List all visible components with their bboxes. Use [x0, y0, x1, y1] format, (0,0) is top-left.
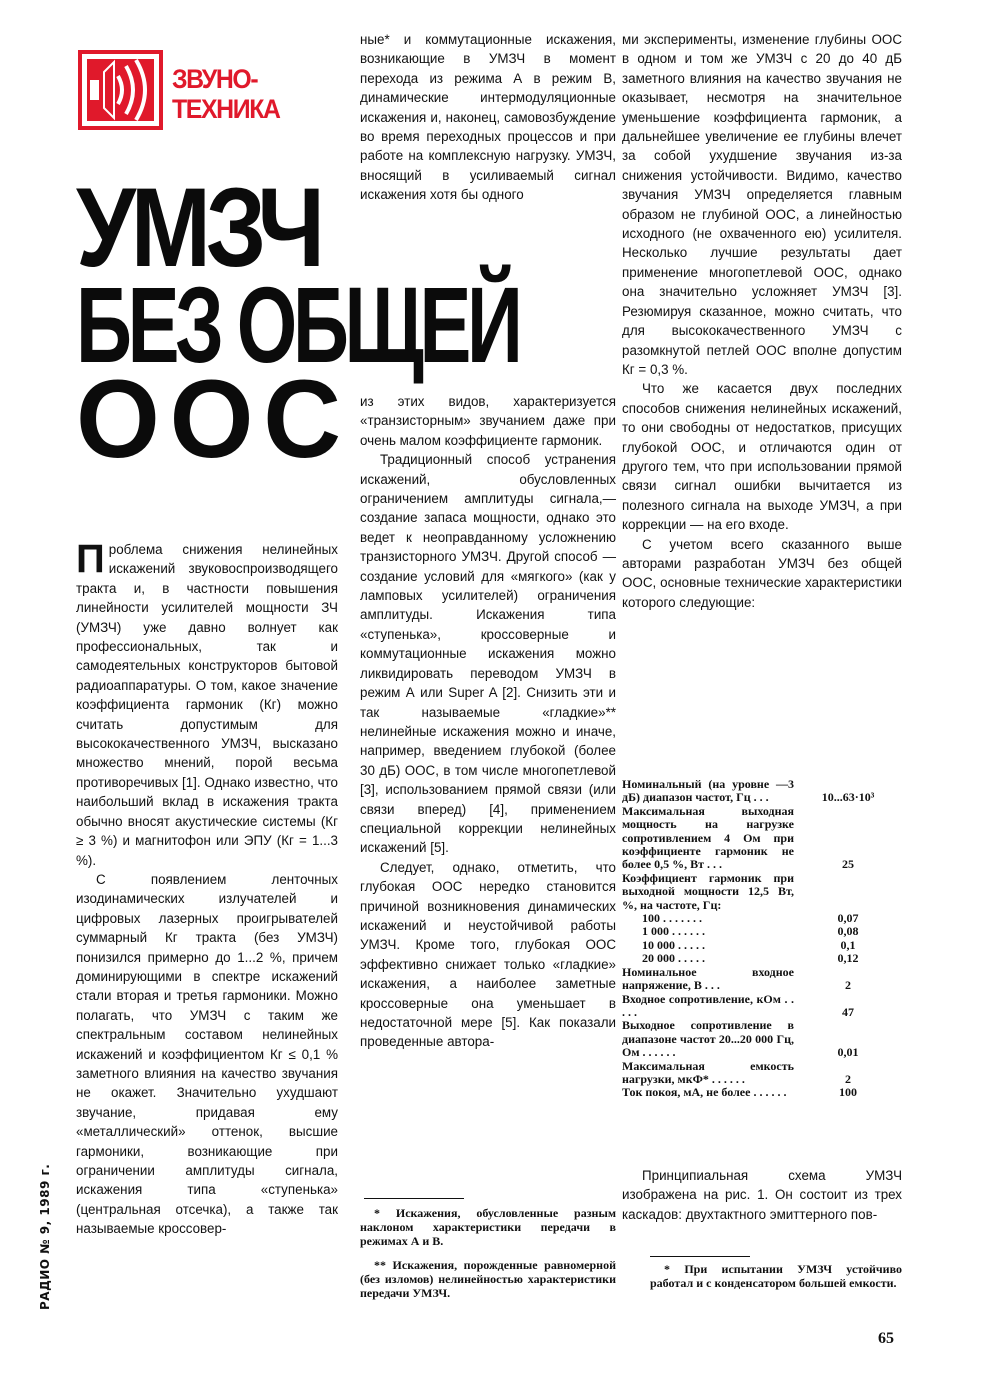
- paragraph: ные* и коммутационные искажения, возникающие в УМЗЧ в момент перехода из режима А в режим В, динамические интермодуляционные искажения и, наконец, самовозбуждение во время переходных процессов и при работе на комплексную нагрузку. УМЗЧ, вносящий в усиливаемый сигнал искажения хотя бы одного: [360, 32, 616, 203]
- footnote-divider: [650, 1256, 750, 1257]
- page-number: 65: [878, 1330, 894, 1347]
- column-3: [622, 30, 902, 612]
- issue-caption: РАДИО № 9, 1989 г.: [38, 1163, 52, 1310]
- section-label-line1: ЗВУНО-: [172, 64, 258, 94]
- spec-row: [622, 912, 902, 925]
- spec-row: [622, 925, 902, 938]
- spec-row: [622, 952, 902, 965]
- spec-label: Коэффициент гармоник при выходной мощности 12,5 Вт, %, на частоте, Гц:: [622, 870, 794, 912]
- section-label-line2: ТЕХНИКА: [172, 94, 280, 124]
- spec-value: 0,1: [840, 937, 856, 952]
- spec-label: 100 . . . . . . .: [642, 911, 702, 926]
- column-2: [360, 392, 616, 1052]
- spec-row: [622, 778, 902, 805]
- spec-label: Номинальное входное напряжение, В . . .: [622, 964, 794, 993]
- spec-value: 2: [845, 978, 851, 993]
- speaker-icon: [78, 50, 163, 130]
- spec-label: Ток покоя, мА, не более . . . . . .: [622, 1085, 787, 1100]
- spec-row: [622, 1086, 902, 1099]
- spec-value: 0,01: [837, 1045, 859, 1060]
- spec-row: [622, 993, 902, 1020]
- spec-label: 1 000 . . . . . .: [642, 924, 705, 939]
- spec-row: [622, 939, 902, 952]
- paragraph: Следует, однако, отметить, что глубокая ООС нередко становится причиной возникновения динамических искажений и неустойчивой работы УМЗЧ. Кроме того, глубокая ООС эффективно снижает только «гладкие» искажения, а наиболее заметные кроссоверные она уменьшает в недостаточной мере [5]. Как показали проведенные автора-: [360, 859, 616, 1050]
- spec-label: Выходное сопротивление в диапазоне частот 20...20 000 Гц, Ом . . . . . .: [622, 1018, 794, 1060]
- section-label: [172, 64, 280, 124]
- spec-value: 47: [842, 1004, 854, 1019]
- spec-value: 2: [845, 1071, 851, 1086]
- footnote-3: * При испытании УМЗЧ устойчиво работал и с конденсатором большей емкости.: [650, 1262, 902, 1290]
- spec-row: [622, 805, 902, 872]
- paragraph: Принципиальная схема УМЗЧ изображена на рис. 1. Он состоит из трех каскадов: двухтактного эмиттерного пов-: [622, 1168, 902, 1222]
- spec-label: 20 000 . . . . .: [642, 951, 705, 966]
- title-line1: УМЗЧ: [76, 165, 320, 290]
- column-2-top: [360, 30, 616, 205]
- spec-row: [622, 872, 902, 912]
- column-1: [76, 537, 338, 1239]
- spec-value: 0,08: [837, 924, 859, 939]
- spec-label: Максимальная емкость нагрузки, мкФ* . . . . . .: [622, 1058, 794, 1086]
- paragraph: Традиционный способ устранения искажений, обусловленных ограничением амплитуды сигнала,— создание запаса мощности, однако это ведет к неоправданному усложнению транзисторного УМЗЧ. Другой способ — создание условий для «мягкого» (как у ламповых усилителей) ограничения амплитуды. Искажения типа «ступенька», кроссоверные и коммутационные искажения можно ликвидировать переводом УМЗЧ в режим А или Super A [2]. Снизить эти и так называемые «гладкие»** нелинейные искажения можно и иначе, например, введением глубокой (более 30 дБ) ООС, в том числе многопетлевой [3], использованием прямой связи (или связи вперед) [4], применением специальной коррекции нелинейных искажений [5].: [360, 452, 616, 856]
- spec-label: Входное сопротивление, кОм . . . . .: [622, 991, 794, 1019]
- title-line3: ООС: [76, 358, 351, 481]
- footnote-divider: [364, 1198, 464, 1199]
- paragraph: Что же касается двух последних способов снижения нелинейных искажений, то они свободны от недостатков, присущих глубокой ООС, и отличаются один от другого тем, что при использовании прямой связи сигнал ошибки вычитается из полезного сигнала на выходе УМЗЧ, а при коррекции — на его входе.: [622, 381, 902, 533]
- spec-row: [622, 966, 902, 993]
- footnote-2: ** Искажения, порожденные равномерной (без изломов) нелинейностью характеристики передачи УМЗЧ.: [360, 1258, 616, 1300]
- paragraph: С учетом всего сказанного выше авторами разработан УМЗЧ без общей ООС, основные технические характеристики которого следующие:: [622, 536, 902, 610]
- paragraph: из этих видов, характеризуется «транзисторным» звучанием даже при очень малом коэффициенте гармоник.: [360, 394, 616, 448]
- spec-value: 0,12: [837, 951, 859, 966]
- paragraph-text: роблема снижения нелинейных искажений звуковоспроизводящего тракта и, в частности повышения линейности усилителей мощности ЗЧ (УМЗЧ) уже давно волнует как профессиональных, так и самодеятельных конструкторов бытовой радиоаппаратуры. О том, какое значение коэффициента гармоник (Кг) можно считать допустимым для высококачественного УМЗЧ, высказано множество мнений, порой весьма противоречивых [1]. Однако известно, что наибольший вклад в искажения тракта обычно вносят акустические системы (Кг ≥ 3 %) и магнитофон или ЭПУ (Кг = 1...3 %).: [76, 542, 338, 868]
- column-3-bottom: [622, 1166, 902, 1224]
- spec-value: 25: [842, 857, 854, 872]
- spec-value: 10...63·10³: [821, 790, 875, 805]
- drop-cap: П: [76, 537, 105, 581]
- title-line2: БЕЗ ОБЩЕЙ: [76, 264, 519, 385]
- footnote-1: * Искажения, обусловленные разным наклоном характеристики передачи в режимах А и В.: [360, 1206, 616, 1248]
- paragraph: С появлением ленточных изодинамических излучателей и цифровых лазерных проигрывателей суммарный Кг тракта (без УМЗЧ) понизился примерно до 1...2 %, причем доминирующими в спектре искажений стали вторая и третья гармоники. Можно полагать, что УМЗЧ с таким же спектральным составом нелинейных искажений и коэффициентом Кг ≤ 0,1 % заметного влияния на качество звучания не окажет. Значительно ухудшают звучание, придавая ему «металлический» оттенок, высшие гармоники, возникающие при ограничении амплитуды сигнала, искажения типа «ступенька» (центральная отсечка), а также так называемые кроссовер-: [76, 871, 338, 1237]
- paragraph: ми эксперименты, изменение глубины ООС в одном и том же УМЗЧ с 20 до 40 дБ заметного влияния на качество звучания не оказывает, несмотря на значительное уменьшение коэффициента гармоник, а дальнейшее увеличение ее глубины влечет за собой ухудшение звучания из-за снижения устойчивости. Видимо, качество звучания УМЗЧ определяется главным образом не глубиной ООС, а линейностью исходного (не охваченного ею) усилителя. Несколько лучшие результаты дает применение многопетлевой ООС, однако она значительно усложняет УМЗЧ [3]. Резюмируя сказанное, можно считать, что для высококачественного УМЗЧ с разомкнутой петлей ООС вполне допустим Кг = 0,3 %.: [622, 32, 902, 377]
- paragraph-intro: [76, 537, 338, 870]
- spec-label: Номинальный (на уровне —3 дБ) диапазон частот, Гц . . .: [622, 777, 794, 805]
- spec-row: [622, 1019, 902, 1059]
- spec-label: Максимальная выходная мощность на нагрузке сопротивлением 4 Ом при коэффициенте гармоник не более 0,5 %, Вт . . .: [622, 803, 794, 872]
- spec-label: 10 000 . . . . .: [642, 937, 705, 952]
- specifications-table: [622, 778, 902, 1100]
- spec-value: 0,07: [837, 911, 859, 926]
- spec-value: 100: [839, 1085, 857, 1100]
- spec-row: [622, 1060, 902, 1087]
